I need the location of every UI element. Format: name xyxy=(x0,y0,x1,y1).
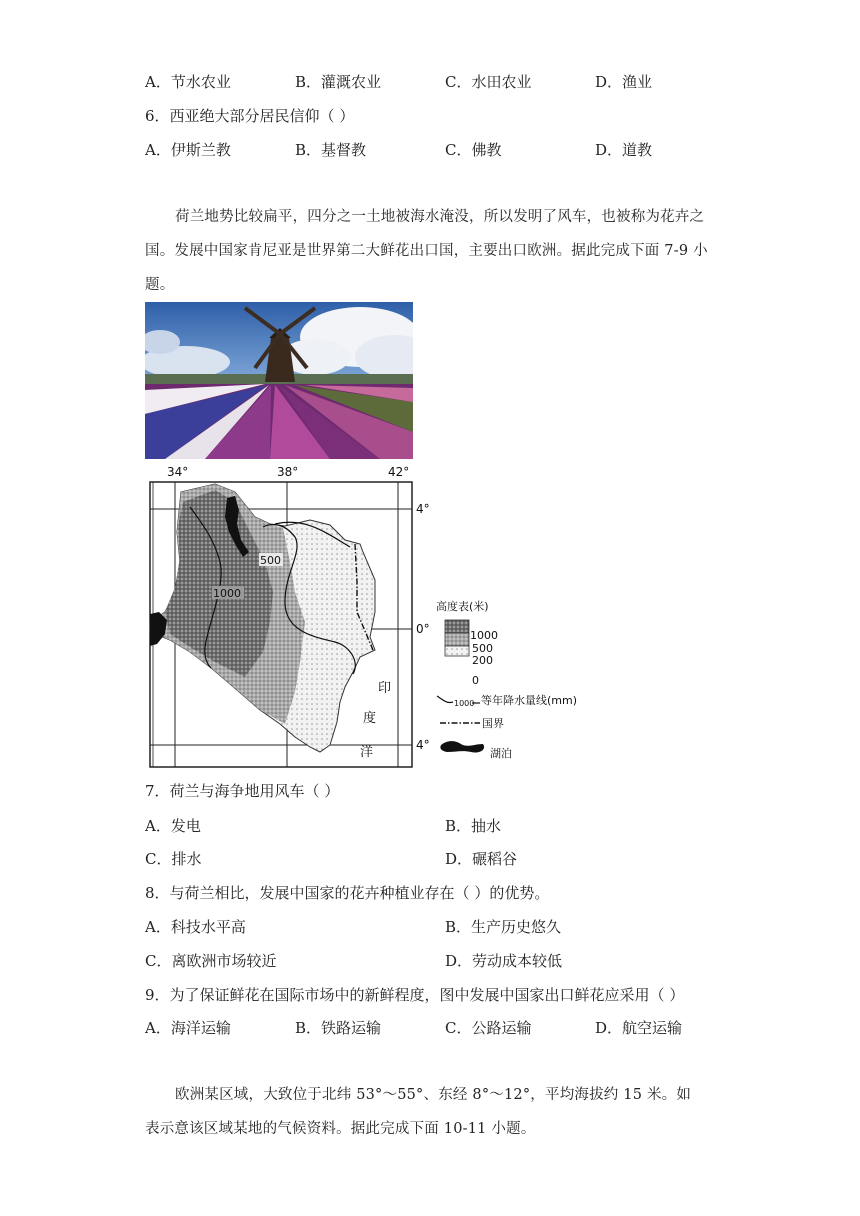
legend-isohyet-value: 1000 xyxy=(454,699,475,708)
q6-stem: 6．西亚绝大部分居民信仰（ ） xyxy=(145,107,355,125)
legend-border-label: 国界 xyxy=(482,717,504,730)
passage2-line2: 表示意该区域某地的气候资料。据此完成下面 10-11 小题。 xyxy=(145,1121,536,1137)
q8-stem: 8．与荷兰相比，发展中国家的花卉种植业存在（ ）的优势。 xyxy=(145,884,550,902)
q7-stem: 7．荷兰与海争地用风车（ ） xyxy=(145,782,340,800)
contour-label-1000: 1000 xyxy=(213,587,241,600)
passage1-line2: 国。发展中国家肯尼亚是世界第二大鲜花出口国，主要出口欧洲。据此完成下面 7-9 小 xyxy=(145,243,708,259)
q8-option-d: D．劳动成本较低 xyxy=(445,952,563,970)
q7-option-d: D．碾稻谷 xyxy=(445,850,518,868)
lon-label-34: 34° xyxy=(167,465,189,479)
q7-option-c: C．排水 xyxy=(145,850,202,868)
q8-option-c: C．离欧洲市场较近 xyxy=(145,952,277,970)
legend-isohyet-label: 等年降水量线(mm) xyxy=(481,694,578,707)
map-legend xyxy=(436,599,577,760)
lon-label-42: 42° xyxy=(388,465,410,479)
ocean-label-2: 度 xyxy=(363,711,377,726)
q9-option-a: A．海洋运输 xyxy=(145,1019,231,1037)
lat-label-4s: 4° xyxy=(416,738,430,752)
q8-option-a: A．科技水平高 xyxy=(145,918,246,936)
passage1-line1: 荷兰地势比较扁平，四分之一土地被海水淹没，所以发明了风车，也被称为花卉之 xyxy=(175,209,705,225)
ocean-label-3: 洋 xyxy=(360,745,374,760)
legend-lake-label: 湖泊 xyxy=(490,747,512,760)
ocean-label-1: 印 xyxy=(378,681,392,696)
kenya-relief-rainfall-map xyxy=(145,462,615,772)
legend-level-200: 200 xyxy=(472,654,493,667)
q9-option-d: D．航空运输 xyxy=(595,1019,683,1037)
lat-label-4n: 4° xyxy=(416,502,430,516)
q9-option-c: C．公路运输 xyxy=(445,1019,532,1037)
passage2-line1: 欧洲某区域，大致位于北纬 53°～55°、东经 8°～12°，平均海拔约 15 米。如 xyxy=(175,1087,692,1103)
q5-option-c: C．水田农业 xyxy=(445,73,532,91)
q8-option-b: B．生产历史悠久 xyxy=(445,918,562,936)
q5-option-b: B．灌溉农业 xyxy=(295,73,382,91)
q9-stem: 9．为了保证鲜花在国际市场中的新鲜程度，图中发展中国家出口鲜花应采用（ ） xyxy=(145,986,685,1004)
legend-level-0: 0 xyxy=(472,674,479,687)
legend-level-1000: 1000 xyxy=(470,629,498,642)
q6-option-c: C．佛教 xyxy=(445,141,502,159)
lat-label-0: 0° xyxy=(416,622,430,636)
passage1-line3: 题。 xyxy=(145,277,175,293)
q5-option-a: A．节水农业 xyxy=(145,73,231,91)
legend-level-500: 500 xyxy=(472,642,493,655)
lon-label-38: 38° xyxy=(277,465,299,479)
q9-option-b: B．铁路运输 xyxy=(295,1019,382,1037)
q6-option-d: D．道教 xyxy=(595,141,653,159)
q6-option-a: A．伊斯兰教 xyxy=(145,141,231,159)
windmill-flower-field-photo xyxy=(145,302,413,459)
legend-title: 高度表(米) xyxy=(436,600,489,613)
passage-netherlands-kenya xyxy=(145,200,717,302)
q7-option-b: B．抽水 xyxy=(445,817,502,835)
passage-europe-region xyxy=(145,1078,717,1146)
q5-option-d: D．渔业 xyxy=(595,73,653,91)
contour-label-500: 500 xyxy=(260,554,281,567)
q7-option-a: A．发电 xyxy=(145,817,201,835)
q6-option-b: B．基督教 xyxy=(295,141,367,159)
